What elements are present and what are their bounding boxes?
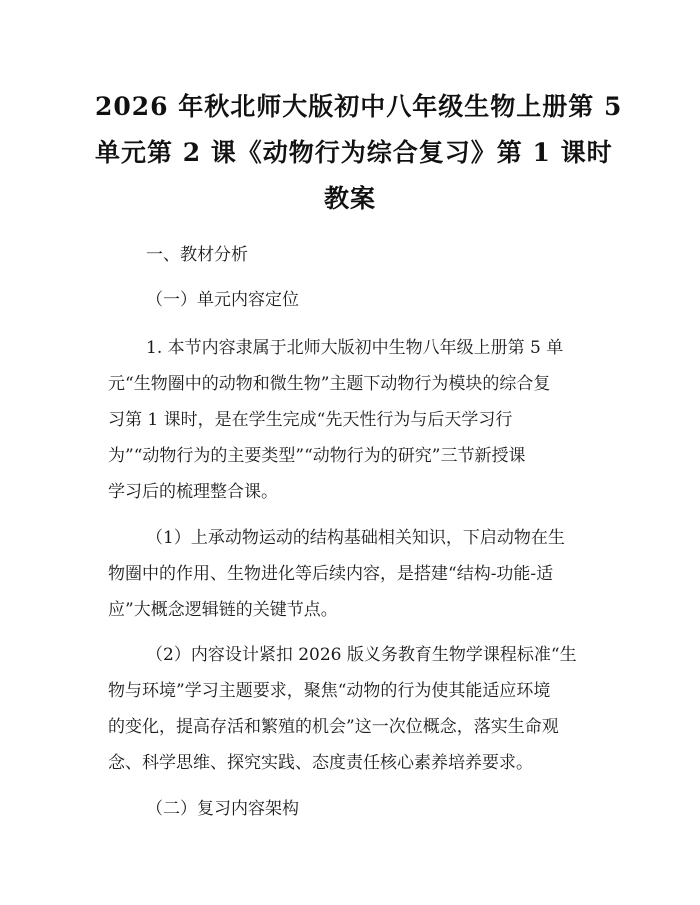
document-title <box>95 84 623 222</box>
paragraph-line: 学习后的梳理整合课。 <box>108 482 278 502</box>
paragraph-line: （1）上承动物运动的结构基础相关知识，下启动物在生 <box>146 528 565 548</box>
title-line: 2026 年秋北师大版初中八年级生物上册第 5 <box>95 92 623 121</box>
paragraph-line: 元“生物圈中的动物和微生物”主题下动物行为模块的综合复 <box>108 374 551 394</box>
paragraph-line: （2）内容设计紧扣 2026 版义务教育生物学课程标准“生 <box>146 645 577 665</box>
title-line: 单元第 2 课《动物行为综合复习》第 1 课时 <box>95 138 613 167</box>
paragraph-line: 为”“动物行为的主要类型”“动物行为的研究”三节新授课 <box>108 446 526 466</box>
section-heading-textbook-analysis: 一、教材分析 <box>146 245 248 265</box>
subsection-heading-unit-positioning: （一）单元内容定位 <box>146 290 299 310</box>
paragraph-line: 习第 1 课时，是在学生完成“先天性行为与后天学习行 <box>108 410 513 430</box>
title-line: 教案 <box>323 184 376 213</box>
paragraph-line: 念、科学思维、探究实践、态度责任核心素养培养要求。 <box>108 753 533 773</box>
subsection-heading-review-structure: （二）复习内容架构 <box>146 799 299 819</box>
paragraph-line: 的变化，提高存活和繁殖的机会”这一次位概念，落实生命观 <box>108 717 559 737</box>
paragraph-line: 1. 本节内容隶属于北师大版初中生物八年级上册第 5 单 <box>146 338 564 358</box>
paragraph-line: 物与环境”学习主题要求，聚焦“动物的行为使其能适应环境 <box>108 681 551 701</box>
paragraph-line: 物圈中的作用、生物进化等后续内容，是搭建“结构-功能-适 <box>108 564 554 584</box>
paragraph-line: 应”大概念逻辑链的关键节点。 <box>108 600 338 620</box>
